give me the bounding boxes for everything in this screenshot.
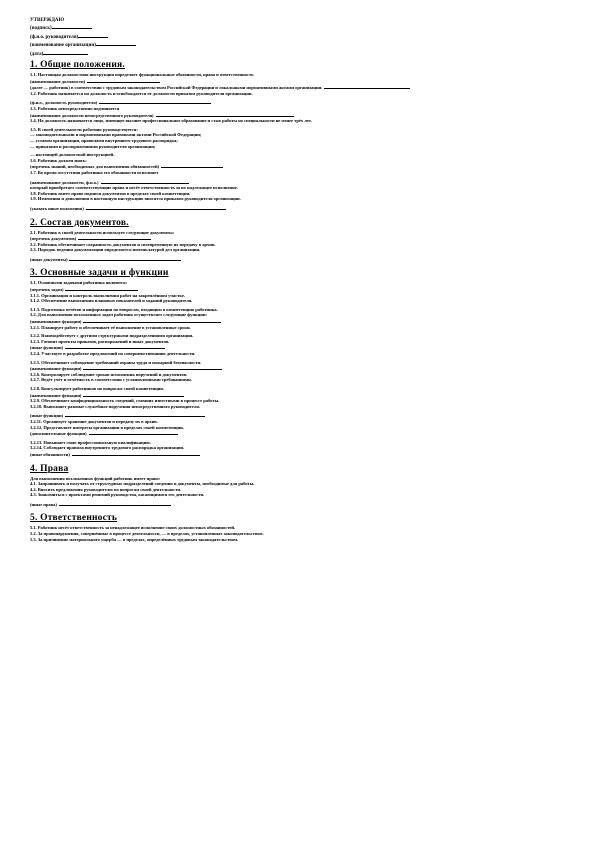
section <box>30 262 570 457</box>
section-line: 1.8. Работник имеет право подписи документов в пределах своей компетенции. <box>30 190 191 196</box>
document-content <box>30 18 570 542</box>
section-line: (иные документы) <box>30 256 570 263</box>
section-line: 3.2.12. Представляет интересы организации в пределах своей компетенции. <box>30 424 184 430</box>
section-line: (перечень знаний, необходимых для выполнения обязанностей) <box>30 163 570 170</box>
section <box>30 60 570 211</box>
section-line: 3.2.6. Контролирует соблюдение сроков исполнения поручений и документов. <box>30 371 188 377</box>
section-line: 3.2.14. Соблюдает правила внутреннего трудового распорядка организации. <box>30 445 185 451</box>
section-line: 5.1. Работник несёт ответственность за ненадлежащее исполнение своих должностных обязанностей. <box>30 525 236 531</box>
section-line: 5.2. За правонарушения, совершённые в процессе деятельности, — в пределах, установленных законодательством. <box>30 531 264 537</box>
section-line: который приобретает соответствующие права и несёт ответственность за их надлежащее исполнение. <box>30 185 238 191</box>
section-line: (перечень документов) <box>30 235 570 242</box>
section-line: 4.3. Знакомиться с проектами решений руководства, касающимися его деятельности. <box>30 492 205 498</box>
section-line: 3.1.3. Подготовка отчётов и информации по вопросам, входящим в компетенцию работника. <box>30 306 218 312</box>
section-line: 3.1. Основными задачами работника являются: <box>30 280 128 286</box>
section-line: (наименование должности) <box>30 78 570 85</box>
section-line: — законодательными и нормативными правовыми актами Российской Федерации; <box>30 132 202 138</box>
section-line: 1.5. В своей деятельности работник руководствуется: <box>30 126 138 132</box>
section-line: (наименование функции) <box>30 365 570 372</box>
section-line: 3.2.11. Организует хранение документов и передачу их в архив. <box>30 418 158 424</box>
section-line: (далее — работник) в соответствии с трудовым законодательством Российской Федерации и локальными нормативными актами организации. <box>30 84 570 91</box>
section-line: 4.1. Запрашивать и получать от структурных подразделений сведения и документы, необходимые для работы. <box>30 481 255 487</box>
section-line: 4.2. Вносить предложения руководителю по вопросам своей деятельности. <box>30 486 182 492</box>
section-line: 3.2.1. Планирует работу и обеспечивает её выполнение в установленные сроки. <box>30 324 191 330</box>
section-line: 1.2. Работник назначается на должность и освобождается от должности приказом руководителя организации. <box>30 90 253 96</box>
section-line: 3.2.8. Консультирует работников по вопросам своей компетенции. <box>30 385 164 391</box>
section-line: 5.3. За причинение материального ущерба — в пределах, определённых трудовым законодательством. <box>30 536 239 542</box>
section-line: — приказами и распоряжениями руководителя организации; <box>30 143 156 149</box>
section-line: (иные права) <box>30 501 570 508</box>
section-line: 2.1. Работник в своей деятельности использует следующие документы: <box>30 229 175 235</box>
section-line: 3.2.2. Взаимодействует с другими структурными подразделениями организации. <box>30 333 194 339</box>
section-line: 3.2.9. Обеспечивает конфиденциальность сведений, ставших известными в процессе работы. <box>30 398 220 404</box>
section-line: (иные функции) <box>30 344 570 351</box>
section-title: 2. Состав документов. <box>30 217 129 228</box>
section-line: (иные обязанности) <box>30 451 570 458</box>
section-line: 1.9. Изменения и дополнения в настоящую инструкцию вносятся приказом руководителя организации. <box>30 196 241 202</box>
section <box>30 507 570 542</box>
section-line: 3.2.3. Готовит проекты приказов, распоряжений и иных документов. <box>30 338 170 344</box>
section-line: 1.3. Работник непосредственно подчиняется <box>30 106 120 111</box>
section-line: 3.2.7. Ведёт учёт и отчётность в соответствии с установленными требованиями. <box>30 377 192 383</box>
section-line: 1.6. Работник должен знать: <box>30 157 87 163</box>
section <box>30 458 570 508</box>
section-line: Для выполнения возложенных функций работник имеет право: <box>30 475 161 481</box>
section-title: 5. Ответственность <box>30 513 118 524</box>
section-line: 3.2.5. Обеспечивает соблюдение требований охраны труда и пожарной безопасности. <box>30 359 202 365</box>
section-title: 1. Общие положения. <box>30 60 125 71</box>
section-line: (дополнительные функции) <box>30 430 570 437</box>
section-line: (наименование должности, ф.и.о.) <box>30 179 570 186</box>
section-line: 2.3. Порядок ведения документации определяется номенклатурой дел организации. <box>30 247 201 253</box>
section-line: 3.2.4. Участвует в разработке предложений по совершенствованию деятельности. <box>30 351 196 356</box>
section-line: (наименование функции) <box>30 392 570 399</box>
section-line: 1.4. На должность назначается лицо, имеющее высшее профессиональное образование и стаж работы по специальности не менее трёх лет. <box>30 118 312 124</box>
section-line: (перечень задач) <box>30 286 570 293</box>
section-line: — настоящей должностной инструкцией. <box>30 152 115 158</box>
approval-line: (дата) <box>30 50 570 58</box>
section-title: 3. Основные задачи и функции <box>30 268 169 279</box>
section-line: 3.2.13. Повышает свою профессиональную квалификацию. <box>30 439 151 445</box>
approval-line: (подпись) <box>30 24 570 32</box>
approval-line: (наименование организации) <box>30 41 570 49</box>
section <box>30 212 570 263</box>
section-line: 1.1. Настоящая должностная инструкция определяет функциональные обязанности, права и ответственность <box>30 72 254 78</box>
section-line: 3.1.2. Обеспечение выполнения плановых показателей и заданий руководителя. <box>30 298 193 304</box>
section-line: (ф.и.о., должность руководителя) <box>30 99 570 106</box>
section-line: (наименование функции) <box>30 318 570 325</box>
section-line: 2.2. Работник обеспечивает сохранность документов и своевременную их передачу в архив. <box>30 241 216 247</box>
section-line: 3.2. Для выполнения возложенных задач работник осуществляет следующие функции: <box>30 312 207 318</box>
section-line: 1.7. Во время отсутствия работника его обязанности исполняет <box>30 169 159 175</box>
approval-heading: УТВЕРЖДАЮ <box>30 18 65 23</box>
section-line: (указать иные положения) <box>30 205 570 212</box>
section-line: (наименование должности непосредственного руководителя) <box>30 112 570 119</box>
section-line: (иные функции) <box>30 412 570 419</box>
approval-line: (ф.и.о. руководителя) <box>30 33 570 41</box>
section-line: 3.1.1. Организация и контроль выполнения работ на закреплённом участке. <box>30 292 185 298</box>
sections-container <box>30 60 570 542</box>
section-line: 3.2.10. Выполняет разовые служебные поручения непосредственного руководителя. <box>30 403 200 409</box>
approval-block <box>30 18 570 58</box>
section-line: — уставом организации, правилами внутреннего трудового распорядка; <box>30 137 178 143</box>
section-title: 4. Права <box>30 463 69 474</box>
